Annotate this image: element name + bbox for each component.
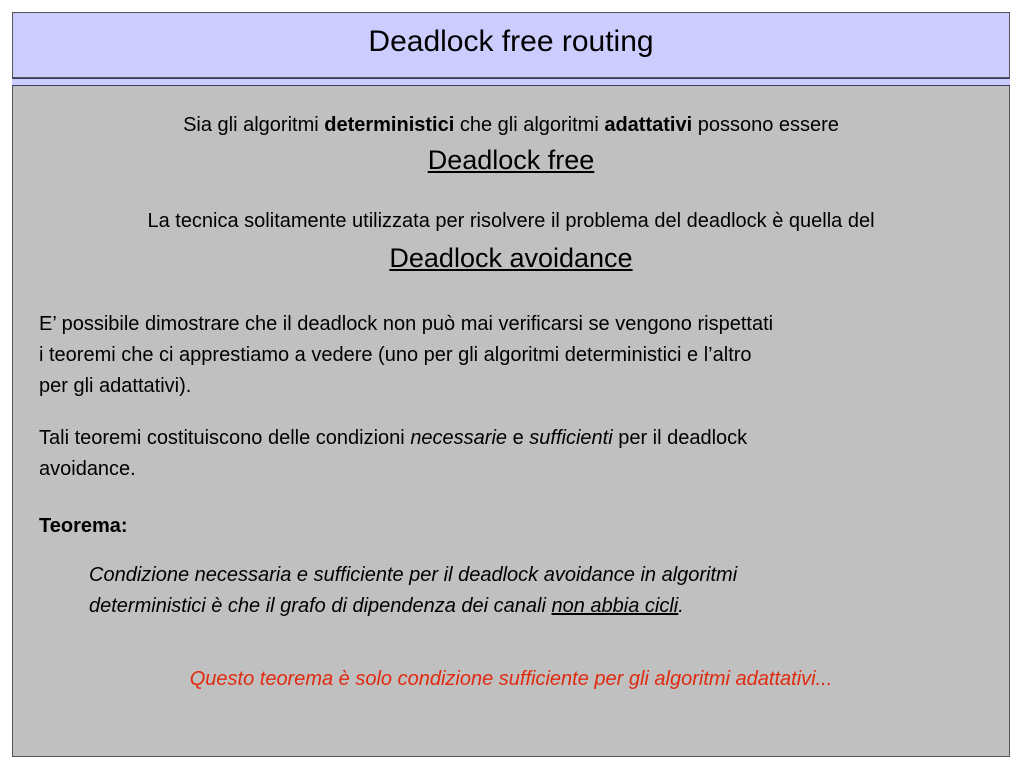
title-bar — [12, 12, 1010, 78]
conditions-italic-necessarie: necessarie — [410, 427, 508, 449]
intro-text-2: che gli algoritmi — [454, 114, 605, 136]
heading-deadlock-free — [12, 143, 1010, 177]
intro-text-1: Sia gli algoritmi — [183, 114, 325, 136]
intro-paragraph — [12, 110, 1010, 140]
theorem-underline-non-abbia-cicli: non abbia cicli — [551, 595, 679, 617]
theorem-statement — [89, 560, 969, 622]
heading-deadlock-free-text: Deadlock free — [427, 145, 595, 175]
conditions-paragraph — [39, 423, 989, 485]
conditions-text-1: Tali teoremi costituiscono delle condizioni — [39, 427, 411, 449]
conditions-italic-sufficienti: sufficienti — [529, 427, 613, 449]
proof-line-2: i teoremi che ci apprestiamo a vedere (uno per gli algoritmi deterministici e l’altro — [39, 344, 752, 366]
heading-deadlock-avoidance — [12, 241, 1010, 275]
title-separator-line-bottom — [12, 85, 1010, 86]
conditions-text-2: e — [507, 427, 530, 449]
intro-bold-deterministici: deterministici — [324, 114, 455, 136]
theorem-line-1: Condizione necessaria e sufficiente per il deadlock avoidance in algoritmi — [89, 564, 738, 586]
proof-line-1: E’ possibile dimostrare che il deadlock non può mai verificarsi se vengono rispettati — [39, 313, 774, 335]
proof-paragraph — [39, 309, 989, 402]
proof-line-3: per gli adattativi). — [39, 375, 192, 397]
intro-bold-adattativi: adattativi — [604, 114, 693, 136]
theorem-label: Teorema: — [39, 515, 128, 537]
title-separator-line-top — [12, 78, 1010, 79]
heading-deadlock-avoidance-text: Deadlock avoidance — [389, 243, 633, 273]
theorem-period: . — [678, 595, 684, 617]
theorem-text: deterministici è che il grafo di dipendenza dei canali — [89, 595, 552, 617]
conditions-line-2: avoidance. — [39, 458, 136, 480]
theorem-line-2 — [89, 591, 969, 622]
slide-title: Deadlock free routing — [368, 25, 654, 58]
conditions-line-1 — [39, 423, 989, 454]
conditions-text-3: per il deadlock — [612, 427, 748, 449]
technique-paragraph: La tecnica solitamente utilizzata per risolvere il problema del deadlock è quella del — [147, 210, 875, 232]
sufficient-condition-note: Questo teorema è solo condizione sufficiente per gli algoritmi adattativi... — [189, 668, 833, 690]
intro-text-3: possono essere — [692, 114, 839, 136]
